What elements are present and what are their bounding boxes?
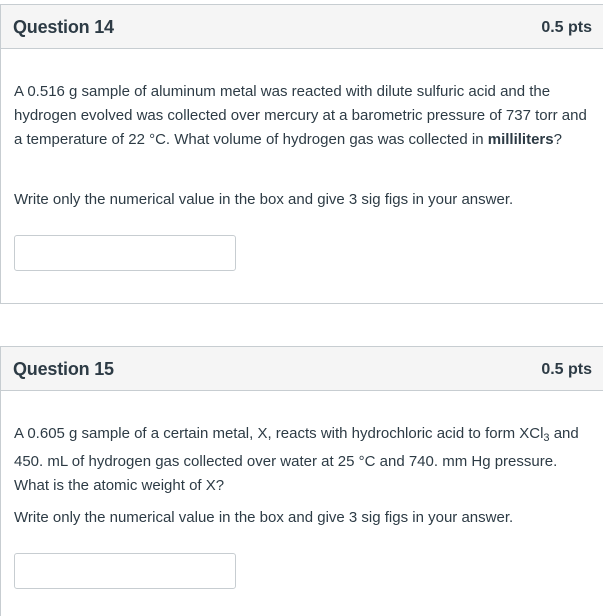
question-header — [1, 346, 603, 391]
question-text-part: ? — [553, 131, 562, 148]
question-15 — [0, 346, 603, 616]
question-text-part: A 0.605 g sample of a certain metal, X, reacts with hydrochloric acid to form XCl — [14, 425, 544, 442]
subscript: 3 — [543, 432, 550, 444]
question-points: 0.5 pts — [541, 19, 592, 36]
question-title: Question 14 — [13, 17, 114, 37]
answer-input[interactable] — [14, 553, 236, 589]
instruction-text: Write only the numerical value in the box and give 3 sig figs in your answer. — [14, 191, 514, 208]
question-points: 0.5 pts — [541, 361, 592, 378]
instruction-text: Write only the numerical value in the box and give 3 sig figs in your answer. — [14, 509, 514, 526]
question-14 — [0, 4, 603, 304]
answer-input[interactable] — [14, 235, 236, 271]
question-instruction — [14, 506, 594, 530]
question-header — [1, 4, 603, 49]
question-title: Question 15 — [13, 359, 114, 379]
question-text — [14, 80, 594, 152]
question-text-part: A 0.516 g sample of aluminum metal was reacted with dilute sulfuric acid and the hydrogen evolved was collected over mercury at a barometric pressure of 737 torr and a temperature of 22 °C. What volume of hydrogen gas was collected in — [14, 83, 587, 148]
question-text-part: and 450. mL of hydrogen gas collected over water at 25 °C and 740. mm Hg pressure. What is the atomic weight of X? — [14, 425, 579, 494]
question-instruction — [14, 188, 594, 212]
question-text-emphasis: milliliters — [487, 131, 554, 148]
question-text — [14, 422, 594, 498]
